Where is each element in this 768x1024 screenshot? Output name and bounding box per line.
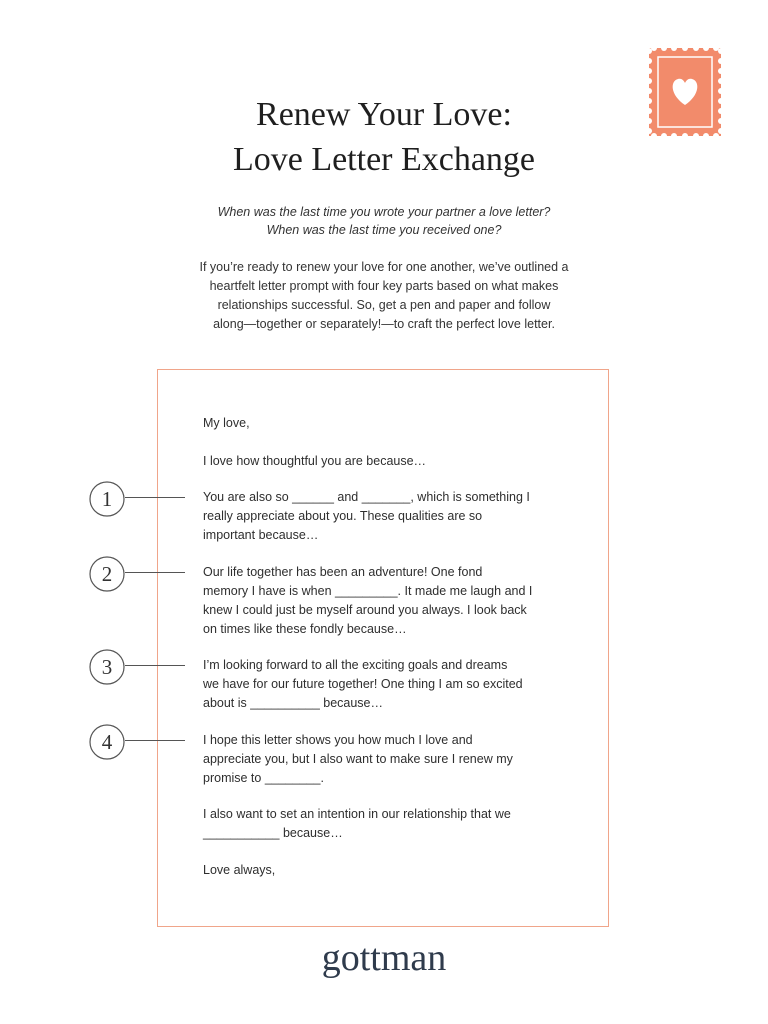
marker-connector xyxy=(125,572,185,573)
intro-line: along—together or separately!—to craft the perfect love letter. xyxy=(213,317,555,331)
page-title-line2: Love Letter Exchange xyxy=(232,141,536,178)
page-title-line1: Renew Your Love: xyxy=(256,96,512,133)
question-line: When was the last time you received one? xyxy=(266,223,502,237)
letter-part1-line: important because… xyxy=(203,528,319,542)
gottman-logo: gottman xyxy=(321,937,447,979)
letter-intention-line: ___________ because… xyxy=(203,826,343,840)
letter-closing: Love always, xyxy=(203,863,276,877)
letter-part3-line: we have for our future together! One thing I am so excited xyxy=(203,677,523,691)
marker-connector xyxy=(125,665,185,666)
question-line: When was the last time you wrote your partner a love letter? xyxy=(217,205,551,219)
intro-line: If you’re ready to renew your love for one another, we’ve outlined a xyxy=(199,260,569,274)
letter-part1-line: You are also so ______ and _______, which is something I xyxy=(203,490,530,504)
marker-number: 3 xyxy=(101,655,113,679)
letter-part2-line: Our life together has been an adventure! One fond xyxy=(203,565,483,579)
letter-part3-line: about is __________ because… xyxy=(203,696,384,710)
marker-number: 2 xyxy=(101,562,113,586)
letter-part2-line: on times like these fondly because… xyxy=(203,622,407,636)
intro-line: heartfelt letter prompt with four key parts based on what makes xyxy=(209,279,559,293)
marker-number: 4 xyxy=(101,730,113,754)
letter-part4-line: appreciate you, but I also want to make sure I renew my xyxy=(203,752,513,766)
letter-part4-line: I hope this letter shows you how much I love and xyxy=(203,733,473,747)
marker-number: 1 xyxy=(101,487,113,511)
letter-intention-line: I also want to set an intention in our relationship that we xyxy=(203,807,511,821)
letter-greeting: My love, xyxy=(203,416,250,430)
intro-line: relationships successful. So, get a pen and paper and follow xyxy=(217,298,551,312)
letter-part2-line: memory I have is when _________. It made me laugh and I xyxy=(203,584,533,598)
marker-connector xyxy=(125,497,185,498)
letter-part1-line: really appreciate about you. These qualities are so xyxy=(203,509,483,523)
letter-opening: I love how thoughtful you are because… xyxy=(203,454,427,468)
letter-part2-line: knew I could just be myself around you always. I look back xyxy=(203,603,527,617)
letter-part3-line: I’m looking forward to all the exciting goals and dreams xyxy=(203,658,508,672)
letter-part4-line: promise to ________. xyxy=(203,771,324,785)
marker-connector xyxy=(125,740,185,741)
